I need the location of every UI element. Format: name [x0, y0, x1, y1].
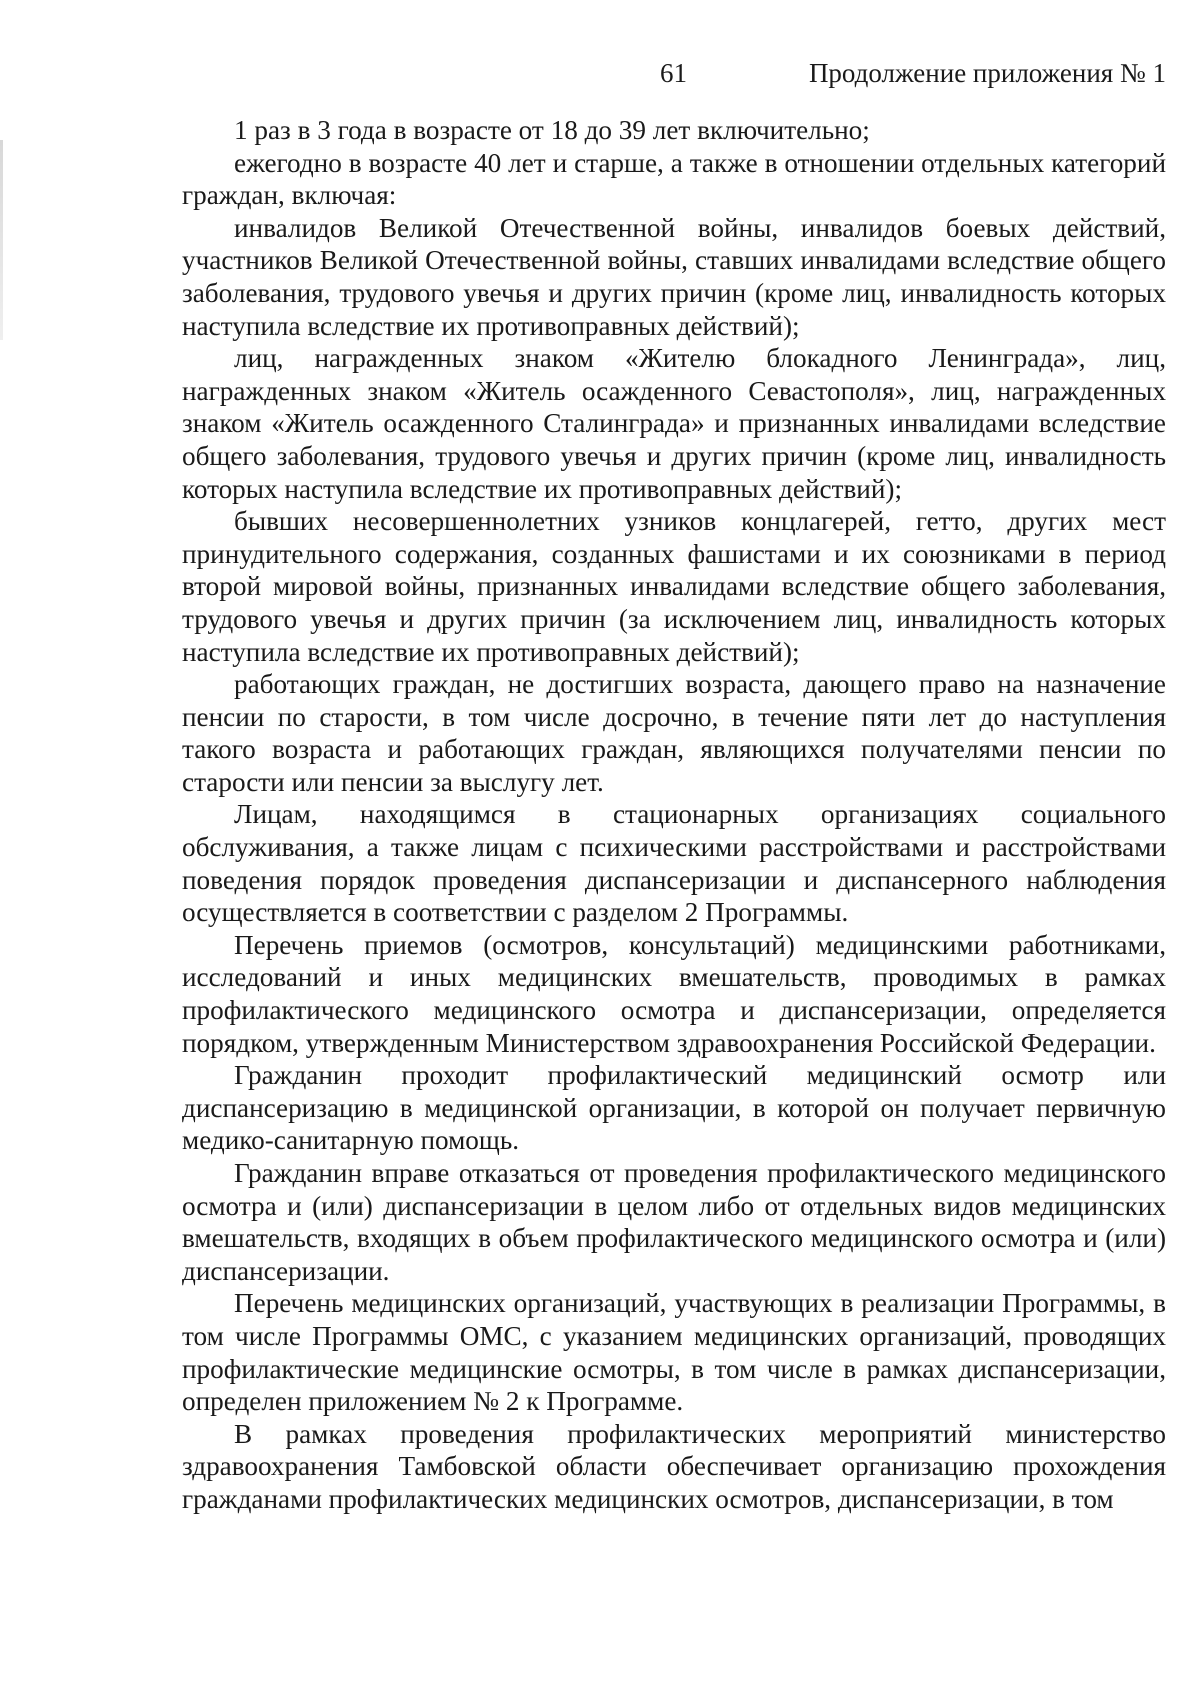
appendix-continuation-label: Продолжение приложения № 1 — [808, 58, 1166, 88]
paragraph: Перечень приемов (осмотров, консультаций) медицинскими работниками, исследований и иных медицинских вмешательств, проводимых в рамках профилактического медицинского осмотра и диспансеризации, определяется порядком, утвержденным Министерством здравоохранения Российской Федерации. — [182, 929, 1166, 1058]
paragraph: работающих граждан, не достигших возраста, дающего право на назначение пенсии по старости, в том числе досрочно, в течение пяти лет до наступления такого возраста и работающих граждан, являющихся получателями пенсии по старости или пенсии за выслугу лет. — [182, 669, 1166, 797]
paragraph: инвалидов Великой Отечественной войны, инвалидов боевых действий, участников Великой Отечественной войны, ставших инвалидами вследствие общего заболевания, трудового увечья и других причин (кроме лиц, инвалидность которых наступила вследствие их противоправных действий); — [182, 212, 1166, 341]
paragraph: лиц, награжденных знаком «Жителю блокадного Ленинграда», лиц, награжденных знаком «Житель осажденного Севастополя», лиц, награжденных знаком «Житель осажденного Сталинграда» и признанных инвалидами вследствие общего заболевания, трудового увечья и других причин (кроме лиц, инвалидность которых наступила вследствие их противоправных действий); — [182, 343, 1166, 504]
paragraph: ежегодно в возрасте 40 лет и старше, а также в отношении отдельных категорий граждан, включая: — [182, 147, 1166, 211]
page-number: 61 — [660, 58, 687, 88]
paragraph: В рамках проведения профилактических мероприятий министерство здравоохранения Тамбовской области обеспечивает организацию прохождения гражданами профилактических медицинских осмотров, диспансеризации, в том — [182, 1418, 1166, 1514]
paragraph: Гражданин проходит профилактический медицинский осмотр или диспансеризацию в медицинской организации, в которой он получает первичную медико-санитарную помощь. — [182, 1060, 1166, 1156]
paragraph: Гражданин вправе отказаться от проведения профилактического медицинского осмотра и (или) диспансеризации в целом либо от отдельных видов медицинских вмешательств, входящих в объем профилактического медицинского осмотра и (или) диспансеризации. — [182, 1158, 1166, 1286]
page-header — [182, 58, 1166, 98]
paragraph: Лицам, находящимся в стационарных организациях социального обслуживания, а также лицам с психическими расстройствами и расстройствами поведения порядок проведения диспансеризации и диспансерного наблюдения осуществляется в соответствии с разделом 2 Программы. — [182, 799, 1166, 928]
document-body — [182, 114, 1166, 1516]
scan-edge-shadow — [0, 140, 3, 340]
paragraph: 1 раз в 3 года в возрасте от 18 до 39 лет включительно; — [234, 115, 870, 145]
paragraph: бывших несовершеннолетних узников концлагерей, гетто, других мест принудительного содержания, созданных фашистами и их союзниками в период второй мировой войны, признанных инвалидами вследствие общего заболевания, трудового увечья и других причин (за исключением лиц, инвалидность которых наступила вследствие их противоправных действий); — [182, 506, 1166, 667]
paragraph: Перечень медицинских организаций, участвующих в реализации Программы, в том числе Программы ОМС, с указанием медицинских организаций, проводящих профилактические медицинские осмотры, в том числе в рамках диспансеризации, определен приложением № 2 к Программе. — [182, 1288, 1166, 1417]
